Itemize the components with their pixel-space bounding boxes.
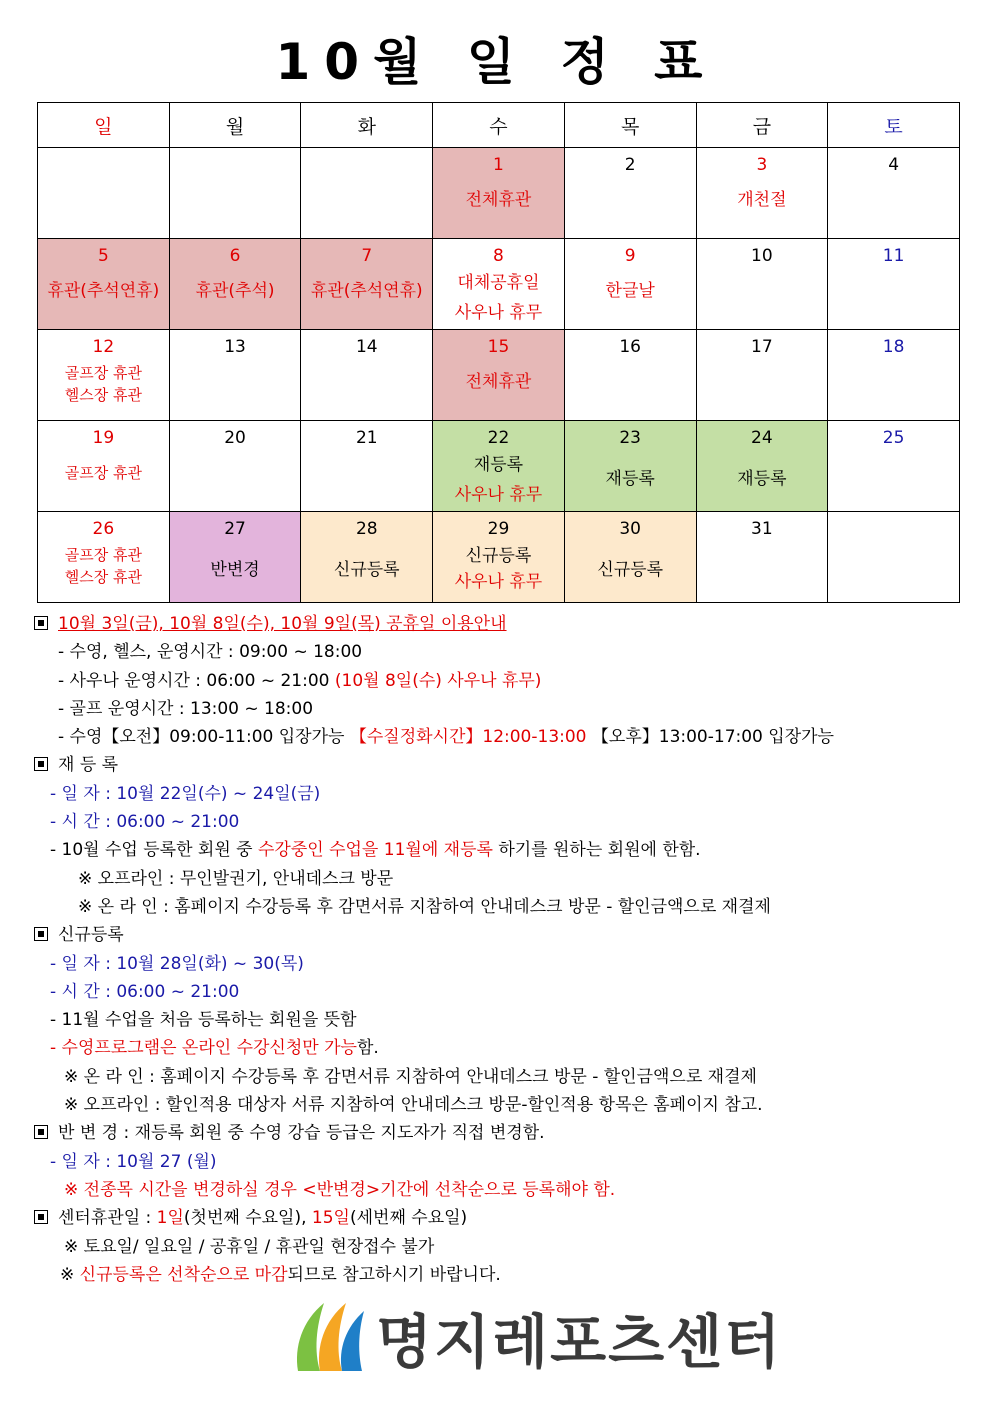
calendar-cell	[696, 148, 828, 239]
note-line: - 시 간 : 06:00 ~ 21:00	[50, 981, 240, 1002]
calendar-cell	[38, 421, 170, 512]
event-label: 전체휴관	[465, 372, 532, 392]
event-label: 한글날	[605, 281, 655, 301]
page-title: 10월 일 정 표	[275, 33, 717, 91]
day-number: 22	[487, 428, 510, 448]
day-number: 30	[619, 519, 641, 539]
day-number: 25	[882, 428, 905, 448]
calendar-cell	[169, 512, 301, 603]
note-line: ※ 온 라 인 : 홈페이지 수강등록 후 감면서류 지참하여 안내데스크 방문 - 할인금액으로 재결제	[64, 1066, 757, 1087]
classchange-heading: 반 변 경 : 재등록 회원 중 수영 강습 등급은 지도자가 직접 변경함.	[34, 1119, 964, 1147]
weekday-sun: 일	[38, 103, 170, 148]
event-label: 휴관(추석연휴)	[310, 281, 423, 301]
day-number: 23	[619, 428, 641, 448]
calendar-cell	[169, 330, 301, 421]
calendar-cell-empty	[38, 148, 170, 239]
note-line: ※ 전종목 시간을 변경하실 경우 <반변경>기간에 선착순으로 등록해야 함.	[64, 1179, 616, 1200]
day-number: 11	[882, 246, 905, 266]
weekday-sat: 토	[828, 103, 960, 148]
week-row	[38, 239, 960, 330]
day-number: 6	[229, 246, 241, 266]
calendar-cell	[433, 421, 565, 512]
square-bullet-icon	[34, 1125, 48, 1139]
week-row	[38, 421, 960, 512]
day-number: 24	[751, 428, 773, 448]
calendar-cell	[301, 330, 433, 421]
square-bullet-icon	[34, 1210, 48, 1224]
note-line: - 시 간 : 06:00 ~ 21:00	[50, 812, 240, 833]
note-line: - 일 자 : 10월 22일(수) ~ 24일(금)	[50, 783, 321, 804]
calendar-cell	[696, 421, 828, 512]
calendar-table	[37, 102, 960, 603]
calendar-cell	[433, 512, 565, 603]
week-row	[38, 330, 960, 421]
note-line: - 수영프로그램은 온라인 수강신청만 가능함.	[50, 1038, 379, 1059]
day-number: 12	[92, 337, 115, 357]
logo	[290, 1297, 782, 1377]
calendar-cell	[564, 148, 696, 239]
event-label: 사우나 휴무	[454, 485, 543, 505]
day-number: 2	[624, 155, 636, 175]
calendar-cell	[828, 330, 960, 421]
note-line: ※ 신규등록은 선착순으로 마감되므로 참고하시기 바랍니다.	[60, 1264, 501, 1285]
rereg-heading: 재 등 록	[34, 751, 964, 779]
square-bullet-icon	[34, 927, 48, 941]
event-label: 골프장 휴관	[64, 464, 142, 482]
day-number: 14	[355, 337, 378, 357]
note-line: ※ 오프라인 : 할인적용 대상자 서류 지참하여 안내데스크 방문-할인적용 항목은 홈페이지 참고.	[64, 1095, 763, 1116]
day-number: 10	[751, 246, 773, 266]
note-line: - 수영【오전】09:00-11:00 입장가능 【수질정화시간】12:00-13:00 【오후】13:00-17:00 입장가능	[58, 727, 834, 748]
event-label: 대체공휴일	[457, 273, 540, 293]
day-number: 7	[361, 246, 373, 266]
event-label: 골프장 휴관	[64, 546, 142, 564]
event-label: 반변경	[210, 560, 260, 580]
event-label: 재등록	[473, 455, 524, 475]
calendar-cell	[433, 330, 565, 421]
calendar-cell	[169, 421, 301, 512]
weekday-header-row	[38, 103, 960, 148]
day-number: 1	[493, 155, 504, 175]
note-line: - 10월 수업 등록한 회원 중 수강중인 수업을 11월에 재등록 하기를 원하는 회원에 한함.	[50, 840, 701, 861]
calendar-cell	[828, 239, 960, 330]
calendar-cell	[696, 330, 828, 421]
event-label: 사우나 휴무	[454, 572, 543, 592]
day-number: 13	[224, 337, 246, 357]
note-line: - 일 자 : 10월 28일(화) ~ 30(목)	[50, 953, 304, 974]
calendar-cell	[564, 421, 696, 512]
square-bullet-icon	[34, 616, 48, 630]
event-label: 재등록	[737, 469, 787, 489]
day-number: 4	[888, 155, 900, 175]
note-line: - 11월 수업을 처음 등록하는 회원을 뜻함	[50, 1010, 357, 1031]
event-label: 신규등록	[597, 560, 664, 580]
event-label: 신규등록	[333, 560, 400, 580]
day-number: 31	[751, 519, 773, 539]
day-number: 28	[355, 519, 378, 539]
weekday-tue: 화	[301, 103, 433, 148]
event-label: 개천절	[737, 190, 787, 210]
note-line: - 사우나 운영시간 : 06:00 ~ 21:00 (10월 8일(수) 사우나 휴무)	[58, 670, 542, 691]
day-number: 21	[355, 428, 378, 448]
calendar-cell	[301, 239, 433, 330]
note-line: - 골프 운영시간 : 13:00 ~ 18:00	[58, 698, 314, 719]
day-number: 19	[92, 428, 115, 448]
day-number: 26	[92, 519, 115, 539]
calendar-cell	[38, 239, 170, 330]
day-number: 18	[882, 337, 905, 357]
square-bullet-icon	[34, 757, 48, 771]
notes-section	[34, 610, 964, 1289]
calendar-cell	[169, 239, 301, 330]
closed-heading: 센터휴관일 : 1일(첫번째 수요일), 15일(세번째 수요일)	[34, 1204, 964, 1232]
calendar-cell	[828, 421, 960, 512]
event-label: 휴관(추석)	[195, 281, 275, 301]
calendar-cell	[564, 330, 696, 421]
logo-text: 명지레포츠센터	[376, 1308, 783, 1376]
weekday-fri: 금	[696, 103, 828, 148]
note-line: ※ 토요일/ 일요일 / 공휴일 / 휴관일 현장접수 불가	[64, 1236, 435, 1257]
day-number: 17	[751, 337, 773, 357]
event-label: 전체휴관	[465, 190, 532, 210]
day-number: 29	[487, 519, 510, 539]
day-number: 5	[97, 246, 109, 266]
calendar-cell	[696, 512, 828, 603]
event-label: 헬스장 휴관	[64, 568, 142, 586]
day-number: 16	[619, 337, 641, 357]
calendar-cell-empty	[828, 512, 960, 603]
holiday-heading: 10월 3일(금), 10월 8일(수), 10월 9일(목) 공휴일 이용안내	[34, 610, 964, 638]
day-number: 9	[624, 246, 636, 266]
week-row	[38, 512, 960, 603]
calendar-cell	[564, 512, 696, 603]
weekday-mon: 월	[169, 103, 301, 148]
note-line: - 수영, 헬스, 운영시간 : 09:00 ~ 18:00	[58, 642, 363, 663]
week-row	[38, 148, 960, 239]
day-number: 3	[756, 155, 768, 175]
calendar-cell	[301, 421, 433, 512]
note-line: ※ 온 라 인 : 홈페이지 수강등록 후 감면서류 지참하여 안내데스크 방문 - 할인금액으로 재결제	[78, 896, 771, 917]
note-line: - 일 자 : 10월 27 (월)	[50, 1151, 217, 1172]
event-label: 헬스장 휴관	[64, 386, 142, 404]
calendar-cell	[38, 330, 170, 421]
calendar-cell-empty	[169, 148, 301, 239]
weekday-thu: 목	[564, 103, 696, 148]
calendar-cell	[828, 148, 960, 239]
calendar-cell	[433, 148, 565, 239]
newreg-heading: 신규등록	[34, 921, 964, 949]
calendar-cell	[696, 239, 828, 330]
event-label: 재등록	[605, 469, 655, 489]
event-label: 휴관(추석연휴)	[47, 281, 160, 301]
calendar-cell	[564, 239, 696, 330]
event-label: 사우나 휴무	[454, 303, 543, 323]
leaf-logo-icon	[290, 1297, 368, 1377]
day-number: 20	[224, 428, 246, 448]
day-number: 8	[493, 246, 504, 266]
event-label: 골프장 휴관	[64, 364, 142, 382]
calendar-cell	[38, 512, 170, 603]
day-number: 15	[487, 337, 510, 357]
event-label: 신규등록	[465, 546, 532, 566]
note-line: ※ 오프라인 : 무인발권기, 안내데스크 방문	[78, 868, 394, 889]
calendar-cell	[433, 239, 565, 330]
weekday-wed: 수	[433, 103, 565, 148]
calendar-cell-empty	[301, 148, 433, 239]
day-number: 27	[224, 519, 246, 539]
calendar-cell	[301, 512, 433, 603]
